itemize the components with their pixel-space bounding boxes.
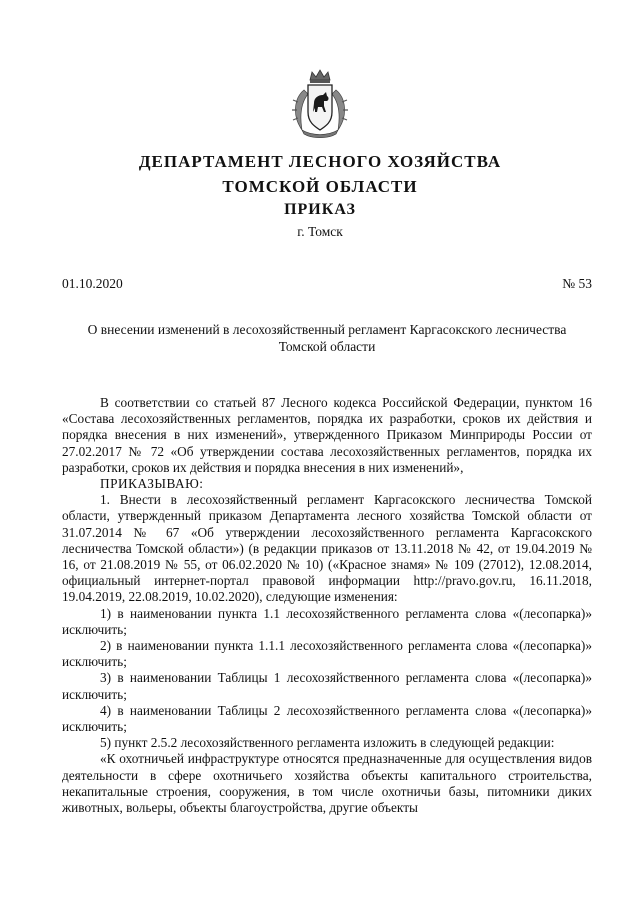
document-number: № 53	[562, 276, 592, 291]
quoted-text-paragraph: «К охотничьей инфраструктуре относятся предназначенные для осуществления видов деятельности в сфере охотничьего хозяйства объекты капитального строительства, некапитальные строения, сооружения, в том числе охотничьи базы, питомники диких животных, вольеры, объекты благоустройства, другие объекты	[62, 751, 592, 816]
organization-title-line1: ДЕПАРТАМЕНТ ЛЕСНОГО ХОЗЯЙСТВА	[138, 152, 502, 171]
organization-title-line2: ТОМСКОЙ ОБЛАСТИ	[222, 177, 418, 196]
sub-clause-4: 4) в наименовании Таблицы 2 лесохозяйственного регламента слова «(лесопарка)» исключить;	[62, 702, 592, 735]
sub-clause-1: 1) в наименовании пункта 1.1 лесохозяйственного регламента слова «(лесопарка)» исключить;	[62, 605, 592, 637]
document-date: 01.10.2020	[62, 276, 123, 291]
document-body	[62, 395, 592, 816]
document-city: г. Томск	[297, 224, 343, 239]
document-type: ПРИКАЗ	[284, 201, 356, 218]
preamble-paragraph: В соответствии со статьей 87 Лесного кодекса Российской Федерации, пунктом 16 «Состава лесохозяйственных регламентов, порядка их разработки, сроков их действия и порядка внесения в них изменений», утвержденного Приказом Минприроды России от 27.02.2017 № 72 «Об утверждении состава лесохозяйственных регламентов, порядка их разработки, сроков их действия и порядка внесения в них изменений»,	[62, 395, 592, 475]
sub-clause-3: 3) в наименовании Таблицы 1 лесохозяйственного регламента слова «(лесопарка)» исключить;	[62, 670, 592, 702]
order-command: ПРИКАЗЫВАЮ:	[100, 476, 204, 492]
sub-clause-2: 2) в наименовании пункта 1.1.1 лесохозяйственного регламента слова «(лесопарка)» исключить;	[62, 638, 592, 670]
coat-of-arms-emblem	[290, 68, 350, 140]
clause-paragraph: 1. Внести в лесохозяйственный регламент Каргасокского лесничества Томской области, утвержденный приказом Департамента лесного хозяйства Томской области от 31.07.2014 № 67 «Об утверждении лесохозяйственного регламента Каргасокского лесничества Томской области») (в редакции приказов от 13.11.2018 № 42, от 19.04.2019 № 16, от 21.08.2019 № 55, от 06.02.2020 № 10) («Красное знамя» № 109 (27012), 12.08.2014, официальный интернет-портал правовой информации http://pravo.gov.ru, 16.11.2018, 19.04.2019, 22.08.2019, 10.02.2020), следующие изменения:	[62, 492, 592, 605]
document-subject: О внесении изменений в лесохозяйственный регламент Каргасокского лесничества Томской области	[87, 322, 567, 354]
sub-clause-5: 5) пункт 2.5.2 лесохозяйственного регламента изложить в следующей редакции:	[100, 735, 555, 751]
